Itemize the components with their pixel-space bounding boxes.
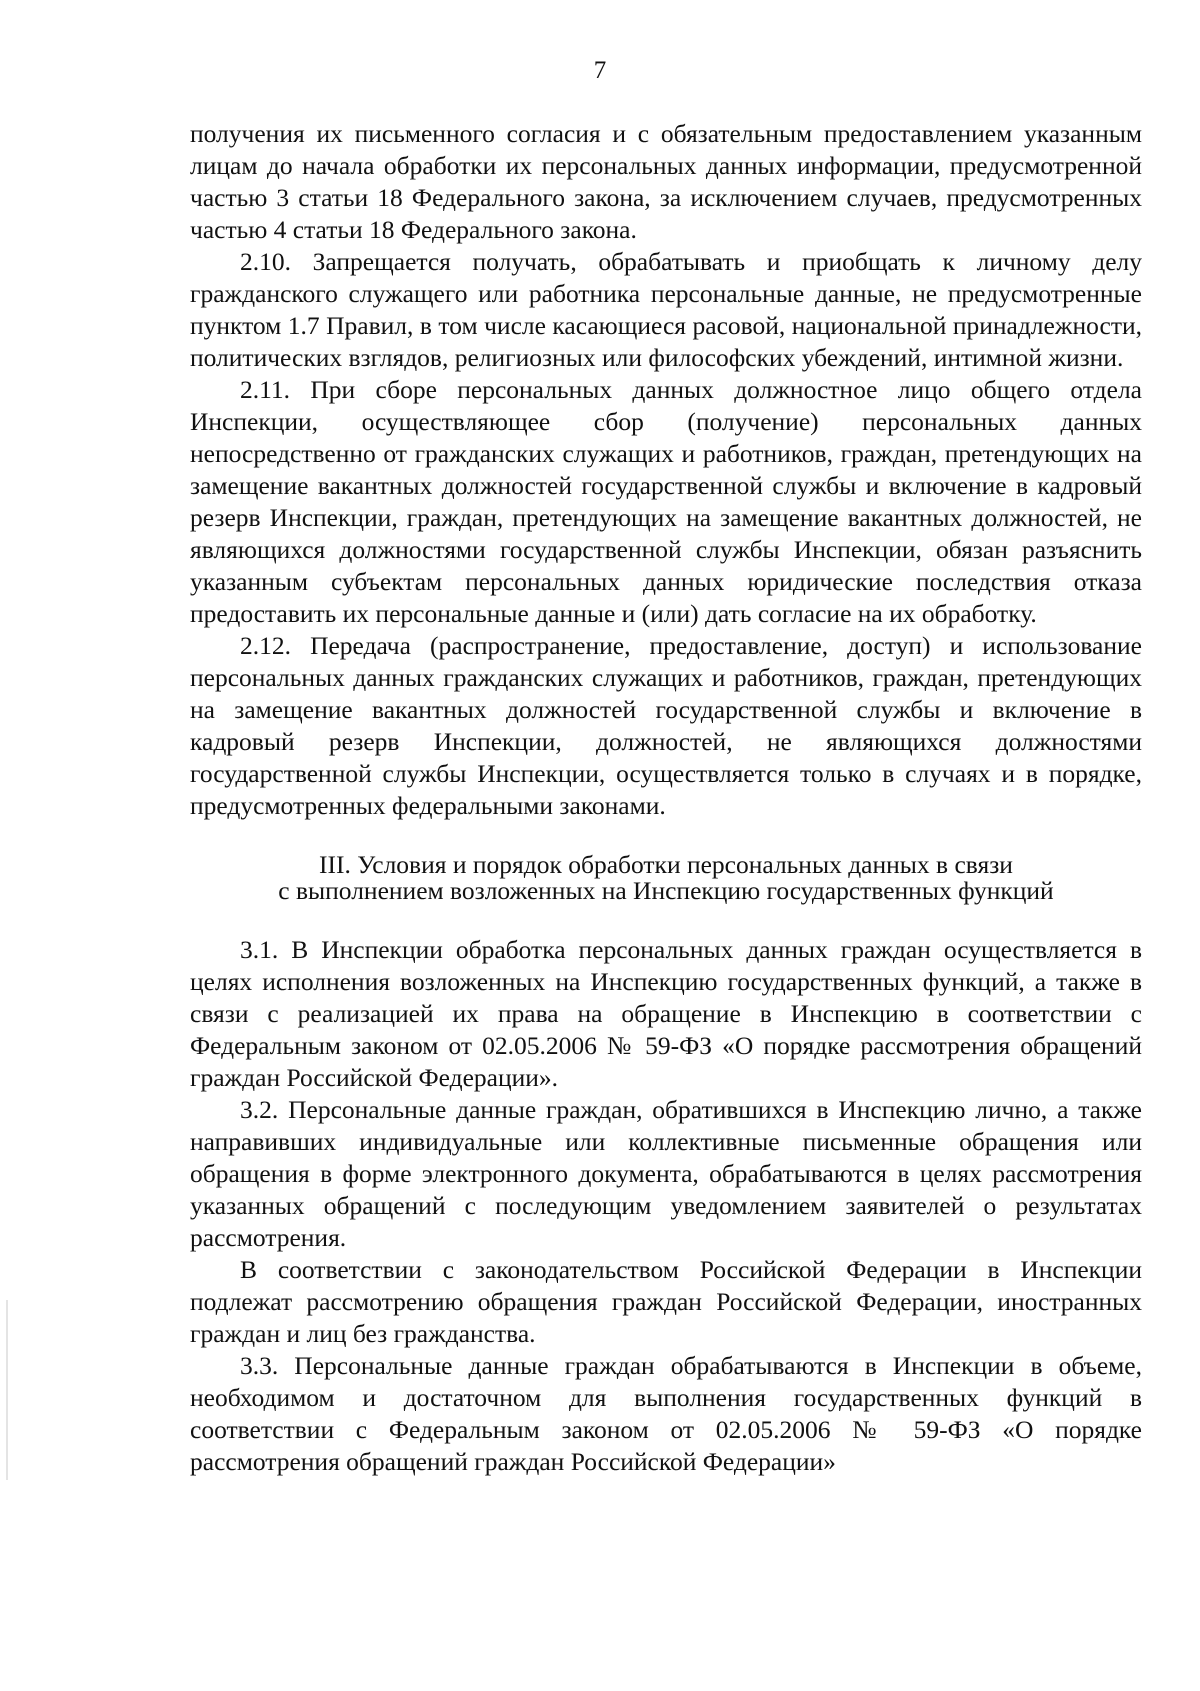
paragraph-2-10: 2.10. Запрещается получать, обрабатывать и приобщать к личному делу гражданского служащего или работника персональные данные, не предусмотренные пунктом 1.7 Правил, в том числе касающиеся расовой, национальной принадлежности, политических взглядов, религиозных или философских убеждений, интимной жизни. xyxy=(190,247,1142,372)
paragraph-2-12: 2.12. Передача (распространение, предоставление, доступ) и использование персональных данных гражданских служащих и работников, граждан, претендующих на замещение вакантных должностей государственной службы и включение в кадровый резерв Инспекции, должностей, не являющихся должностями государственной службы Инспекции, осуществляется только в случаях и в порядке, предусмотренных федеральными законами. xyxy=(190,631,1142,820)
paragraph-2-11: 2.11. При сборе персональных данных должностное лицо общего отдела Инспекции, осуществляющее сбор (получение) персональных данных непосредственно от гражданских служащих и работников, граждан, претендующих на замещение вакантных должностей государственной службы и включение в кадровый резерв Инспекции, граждан, претендующих на замещение вакантных должностей, не являющихся должностями государственной службы Инспекции, обязан разъяснить указанным субъектам персональных данных юридические последствия отказа предоставить их персональные данные и (или) дать согласие на их обработку. xyxy=(190,375,1142,628)
document-body xyxy=(190,118,1142,1478)
section-heading-line-2: с выполнением возложенных на Инспекцию государственных функций xyxy=(278,876,1054,905)
paragraph-3-2: 3.2. Персональные данные граждан, обратившихся в Инспекцию лично, а также направивших индивидуальные или коллективные письменные обращения или обращения в форме электронного документа, обрабатываются в целях рассмотрения указанных обращений с последующим уведомлением заявителей о результатах рассмотрения. xyxy=(190,1095,1142,1252)
section-heading-iii xyxy=(190,852,1142,904)
paragraph-3-1: 3.1. В Инспекции обработка персональных данных граждан осуществляется в целях исполнения возложенных на Инспекцию государственных функций, а также в связи с реализацией их права на обращение в Инспекцию в соответствии с Федеральным законом от 02.05.2006 № 59-ФЗ «О порядке рассмотрения обращений граждан Российской Федерации». xyxy=(190,935,1142,1092)
page-number: 7 xyxy=(593,57,607,84)
section-heading-line-1: III. Условия и порядок обработки персональных данных в связи xyxy=(319,850,1013,879)
paragraph-3-3: 3.3. Персональные данные граждан обрабатываются в Инспекции в объеме, необходимом и достаточном для выполнения государственных функций в соответствии с Федеральным законом от 02.05.2006 № 59-ФЗ «О порядке рассмотрения обращений граждан Российской Федерации» xyxy=(190,1351,1142,1476)
scan-artifact xyxy=(6,1300,8,1480)
paragraph-continuation: получения их письменного согласия и с обязательным предоставлением указанным лицам до начала обработки их персональных данных информации, предусмотренной частью 3 статьи 18 Федерального закона, за исключением случаев, предусмотренных частью 4 статьи 18 Федерального закона. xyxy=(190,119,1142,244)
paragraph-3-2-note: В соответствии с законодательством Российской Федерации в Инспекции подлежат рассмотрению обращения граждан Российской Федерации, иностранных граждан и лиц без гражданства. xyxy=(190,1255,1142,1348)
